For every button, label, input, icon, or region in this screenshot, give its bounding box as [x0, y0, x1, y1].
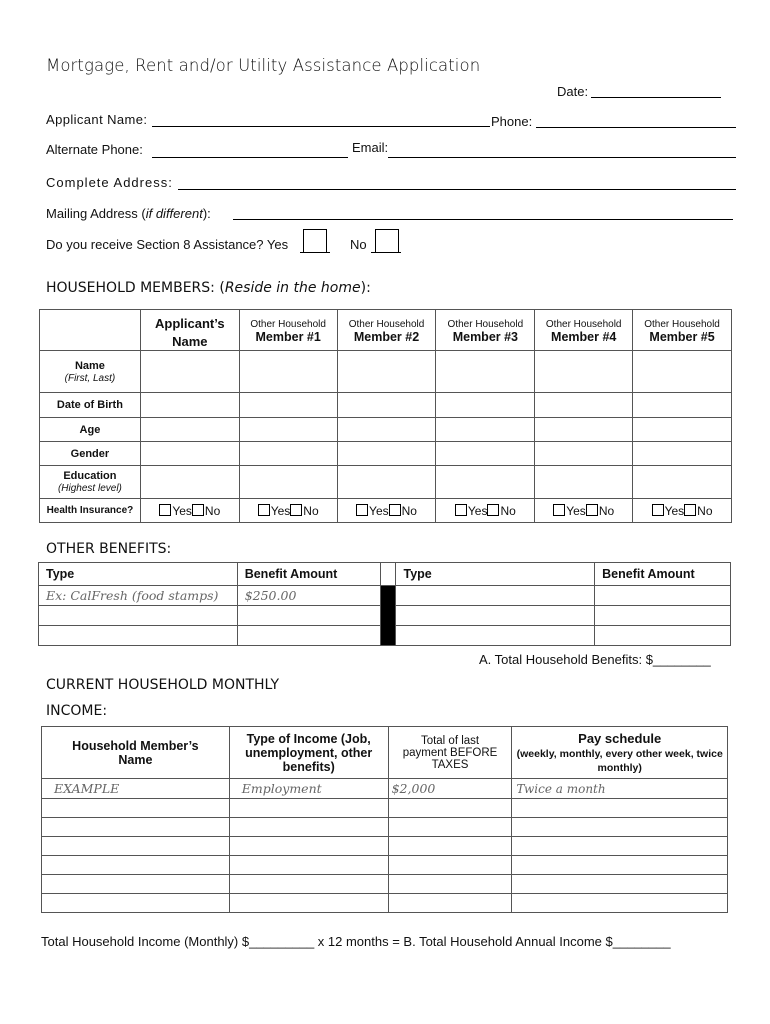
- income-table: [41, 726, 728, 913]
- yes-label: Yes: [369, 503, 389, 518]
- cell[interactable]: [42, 856, 230, 875]
- cell[interactable]: [396, 586, 595, 606]
- cell[interactable]: [229, 856, 388, 875]
- section8-question: Do you receive Section 8 Assistance? Yes: [46, 237, 289, 252]
- yes-label: Yes: [270, 503, 291, 518]
- yes-label: Yes: [566, 503, 586, 518]
- no-checkbox[interactable]: [192, 504, 204, 516]
- household-heading: HOUSEHOLD MEMBERS: (Reside in the home):: [46, 280, 371, 296]
- date-field[interactable]: [591, 97, 721, 98]
- cell[interactable]: [388, 875, 512, 894]
- header-applicant: Applicant’s Name: [140, 310, 239, 351]
- example-name: EXAMPLE: [42, 779, 230, 799]
- cell[interactable]: [237, 606, 380, 626]
- no-checkbox[interactable]: [389, 504, 401, 516]
- cell[interactable]: [633, 418, 732, 442]
- section8-yes-underline: [300, 252, 330, 253]
- cell[interactable]: [535, 393, 633, 418]
- cell[interactable]: [633, 351, 732, 393]
- cell[interactable]: [140, 466, 239, 499]
- cell[interactable]: [140, 418, 239, 442]
- cell[interactable]: [535, 442, 633, 466]
- cell[interactable]: [535, 466, 633, 499]
- yes-label: Yes: [172, 503, 192, 518]
- health-yes-no[interactable]: [239, 499, 337, 523]
- health-yes-no[interactable]: [633, 499, 732, 523]
- cell[interactable]: [337, 466, 436, 499]
- applicant-name-field[interactable]: [152, 126, 490, 127]
- no-label: No: [204, 503, 221, 518]
- cell[interactable]: [436, 466, 535, 499]
- no-label: No: [303, 503, 319, 518]
- cell[interactable]: [239, 351, 337, 393]
- cell[interactable]: [388, 799, 512, 818]
- health-yes-no[interactable]: [436, 499, 535, 523]
- complete-address-field[interactable]: [178, 189, 736, 190]
- benefit-type-header: Type: [39, 563, 238, 586]
- cell[interactable]: [140, 393, 239, 418]
- section8-no-underline: [371, 252, 401, 253]
- benefits-heading: OTHER BENEFITS:: [46, 541, 172, 557]
- cell[interactable]: [396, 606, 595, 626]
- yes-checkbox[interactable]: [455, 504, 467, 516]
- income-col-name: Household Member’s Name: [42, 727, 230, 779]
- cell[interactable]: [229, 799, 388, 818]
- cell[interactable]: [595, 606, 731, 626]
- cell[interactable]: [140, 351, 239, 393]
- cell[interactable]: [140, 442, 239, 466]
- applicant-name-label: Applicant Name:: [46, 112, 148, 127]
- section8-yes-checkbox[interactable]: [303, 229, 327, 253]
- cell[interactable]: [535, 351, 633, 393]
- cell[interactable]: [595, 586, 731, 606]
- yes-checkbox[interactable]: [553, 504, 565, 516]
- cell[interactable]: [512, 856, 728, 875]
- cell[interactable]: [595, 626, 731, 646]
- header-member-5: Other Household Member #5: [633, 310, 732, 351]
- row-label-gender: Gender: [40, 442, 141, 466]
- income-heading-1: CURRENT HOUSEHOLD MONTHLY: [46, 677, 280, 693]
- cell[interactable]: [229, 875, 388, 894]
- cell[interactable]: [535, 418, 633, 442]
- no-checkbox[interactable]: [290, 504, 302, 516]
- cell[interactable]: [42, 837, 230, 856]
- cell[interactable]: [512, 818, 728, 837]
- black-divider: [380, 586, 396, 646]
- example-type: Employment: [229, 779, 388, 799]
- income-col-schedule: Pay schedule (weekly, monthly, every other week, twice monthly): [512, 727, 728, 779]
- health-yes-no[interactable]: [140, 499, 239, 523]
- no-checkbox[interactable]: [684, 504, 696, 516]
- cell[interactable]: [337, 351, 436, 393]
- cell[interactable]: [436, 351, 535, 393]
- mailing-address-label: Mailing Address (if different):: [46, 206, 211, 221]
- no-label: No: [697, 503, 713, 518]
- yes-label: Yes: [664, 503, 685, 518]
- cell[interactable]: [512, 894, 728, 913]
- cell[interactable]: [512, 837, 728, 856]
- row-label-age: Age: [40, 418, 141, 442]
- cell[interactable]: [42, 818, 230, 837]
- cell[interactable]: [337, 418, 436, 442]
- household-table: [39, 309, 732, 523]
- cell[interactable]: [42, 894, 230, 913]
- header-member-3: Other Household Member #3: [436, 310, 535, 351]
- date-label: Date:: [557, 84, 589, 99]
- yes-checkbox[interactable]: [356, 504, 368, 516]
- benefit-amount-header: Benefit Amount: [237, 563, 380, 586]
- mailing-address-field[interactable]: [233, 219, 733, 220]
- cell[interactable]: [229, 818, 388, 837]
- no-label: No: [500, 503, 516, 518]
- cell[interactable]: [239, 418, 337, 442]
- header-member-1: Other Household Member #1: [239, 310, 337, 351]
- header-member-4: Other Household Member #4: [535, 310, 633, 351]
- yes-checkbox[interactable]: [159, 504, 171, 516]
- health-yes-no[interactable]: [535, 499, 633, 523]
- alternate-phone-field[interactable]: [152, 157, 348, 158]
- cell[interactable]: [512, 799, 728, 818]
- cell[interactable]: [42, 799, 230, 818]
- cell[interactable]: [237, 626, 380, 646]
- cell[interactable]: [633, 466, 732, 499]
- cell[interactable]: [633, 393, 732, 418]
- health-yes-no[interactable]: [337, 499, 436, 523]
- cell[interactable]: [633, 442, 732, 466]
- form-title: Mortgage, Rent and/or Utility Assistance Application: [46, 56, 481, 75]
- example-schedule: Twice a month: [512, 779, 728, 799]
- yes-label: Yes: [467, 503, 488, 518]
- no-label: No: [401, 503, 417, 518]
- phone-field[interactable]: [536, 127, 736, 128]
- row-label-name: Name (First, Last): [40, 351, 141, 393]
- cell[interactable]: [436, 393, 535, 418]
- section8-no-checkbox[interactable]: [375, 229, 399, 253]
- cell[interactable]: [229, 837, 388, 856]
- cell[interactable]: [436, 418, 535, 442]
- cell[interactable]: [239, 442, 337, 466]
- email-label: Email:: [352, 140, 389, 155]
- yes-checkbox[interactable]: [652, 504, 664, 516]
- cell[interactable]: [396, 626, 595, 646]
- yes-checkbox[interactable]: [258, 504, 270, 516]
- row-label-dob: Date of Birth: [40, 393, 141, 418]
- benefits-table: [38, 562, 731, 646]
- cell[interactable]: [436, 442, 535, 466]
- cell[interactable]: [388, 837, 512, 856]
- corner-cell: [40, 310, 141, 351]
- header-member-2: Other Household Member #2: [337, 310, 436, 351]
- cell[interactable]: [337, 442, 436, 466]
- row-label-education: Education (Highest level): [40, 466, 141, 499]
- cell[interactable]: [388, 894, 512, 913]
- benefit-type-header-2: Type: [396, 563, 595, 586]
- cell[interactable]: [512, 875, 728, 894]
- cell[interactable]: [239, 466, 337, 499]
- income-col-total: Total of last payment BEFORE TAXES: [388, 727, 512, 779]
- no-label: No: [598, 503, 615, 518]
- complete-address-label: Complete Address:: [46, 175, 173, 190]
- benefit-amount-header-2: Benefit Amount: [595, 563, 731, 586]
- no-checkbox[interactable]: [586, 504, 598, 516]
- spacer: [380, 563, 396, 586]
- cell[interactable]: [388, 818, 512, 837]
- example-benefit-amount: $250.00: [237, 586, 380, 606]
- income-heading-2: INCOME:: [46, 703, 108, 719]
- example-benefit-type: Ex: CalFresh (food stamps): [39, 586, 238, 606]
- cell[interactable]: [337, 393, 436, 418]
- cell[interactable]: [39, 606, 238, 626]
- cell[interactable]: [229, 894, 388, 913]
- no-checkbox[interactable]: [487, 504, 499, 516]
- total-benefits: A. Total Household Benefits: $________: [479, 652, 711, 667]
- example-amount: $2,000: [388, 779, 512, 799]
- income-col-type: Type of Income (Job, unemployment, other benefits): [229, 727, 388, 779]
- cell[interactable]: [42, 875, 230, 894]
- cell[interactable]: [239, 393, 337, 418]
- section8-no-label: No: [350, 237, 367, 252]
- phone-label: Phone:: [491, 114, 533, 129]
- email-field[interactable]: [388, 157, 736, 158]
- total-income: Total Household Income (Monthly) $_________ x 12 months = B. Total Household Annual Income $________: [41, 934, 671, 949]
- cell[interactable]: [39, 626, 238, 646]
- alternate-phone-label: Alternate Phone:: [46, 142, 143, 157]
- row-label-health: Health Insurance?: [40, 499, 141, 523]
- cell[interactable]: [388, 856, 512, 875]
